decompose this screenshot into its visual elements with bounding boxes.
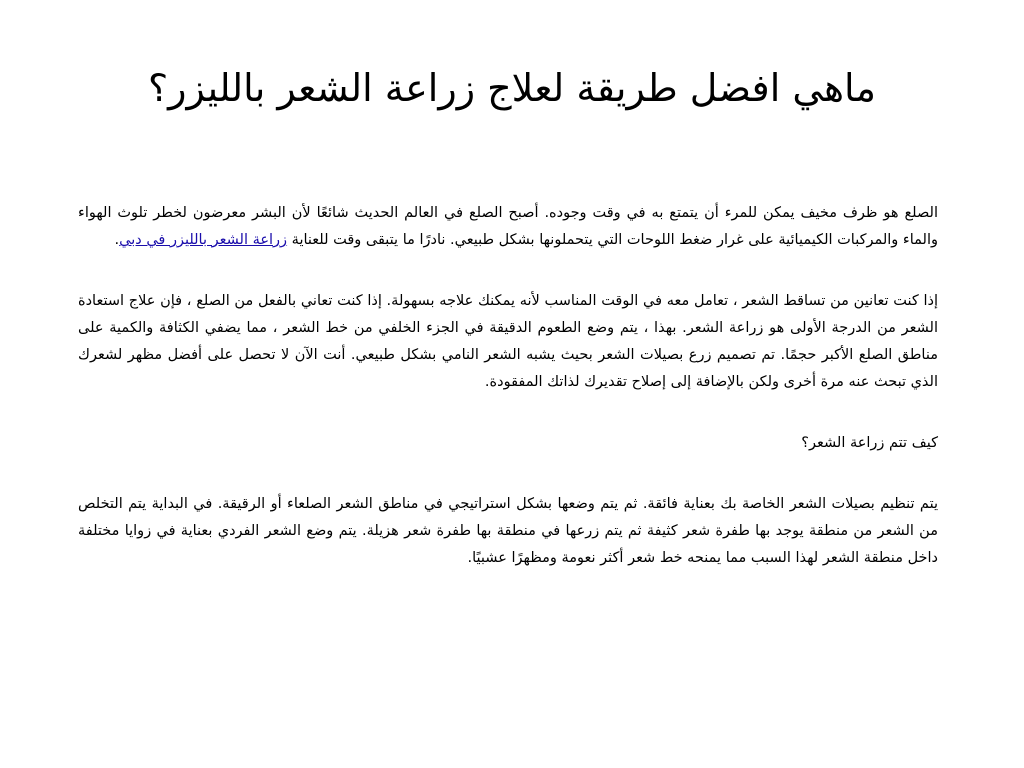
slide-title: ماهي افضل طريقة لعلاج زراعة الشعر بالليزر؟ xyxy=(148,66,876,110)
slide-body xyxy=(78,200,938,606)
laser-hair-transplant-dubai-link[interactable]: زراعة الشعر بالليزر في دبي xyxy=(119,232,288,248)
paragraph-intro-end: . xyxy=(114,232,120,248)
paragraph-intro-text: الصلع هو ظرف مخيف يمكن للمرء أن يتمتع به في وقت وجوده. أصبح الصلع في العالم الحديث شائعًا لأن البشر معرضون لخطر تلوث الهواء والماء والمركبات الكيميائية على غرار ضغط اللوحات التي يتحملونها بشكل طبيعي. نادرًا ما يتبقى وقت للعناية xyxy=(78,205,938,248)
section-heading-how: كيف تتم زراعة الشعر؟ xyxy=(801,435,938,451)
paragraph-hair-loss: إذا كنت تعانين من تساقط الشعر ، تعامل معه في الوقت المناسب لأنه يمكنك علاجه بسهولة. إذا كنت تعاني بالفعل من الصلع ، فإن علاج استعادة الشعر من الدرجة الأولى هو زراعة الشعر. بهذا ، يتم وضع الطعوم الدقيقة في الجزء الخلفي من خط الشعر ، مما يضفي الكثافة والكمية على مناطق الصلع الأكبر حجمًا. تم تصميم زرع بصيلات الشعر بحيث يشبه الشعر النامي بشكل طبيعي. أنت الآن لا تحصل على أفضل مظهر لشعرك الذي تبحث عنه مرة أخرى ولكن بالإضافة إلى إصلاح تقديرك لذاتك المفقودة. xyxy=(78,293,938,390)
paragraph-procedure: يتم تنظيم بصيلات الشعر الخاصة بك بعناية فائقة. ثم يتم وضعها بشكل استراتيجي في مناطق الشعر الصلعاء أو الرقيقة. في البداية يتم التخلص من الشعر من منطقة يوجد بها طفرة شعر كثيفة ثم يتم زرعها في منطقة بها طفرة شعر هزيلة. يتم وضع الشعر الفردي بعناية في زوايا مختلفة داخل منطقة الشعر لهذا السبب مما يمنحه خط شعر أكثر نعومة ومظهرًا عشبيًا. xyxy=(78,496,938,566)
paragraph-intro xyxy=(78,200,938,254)
